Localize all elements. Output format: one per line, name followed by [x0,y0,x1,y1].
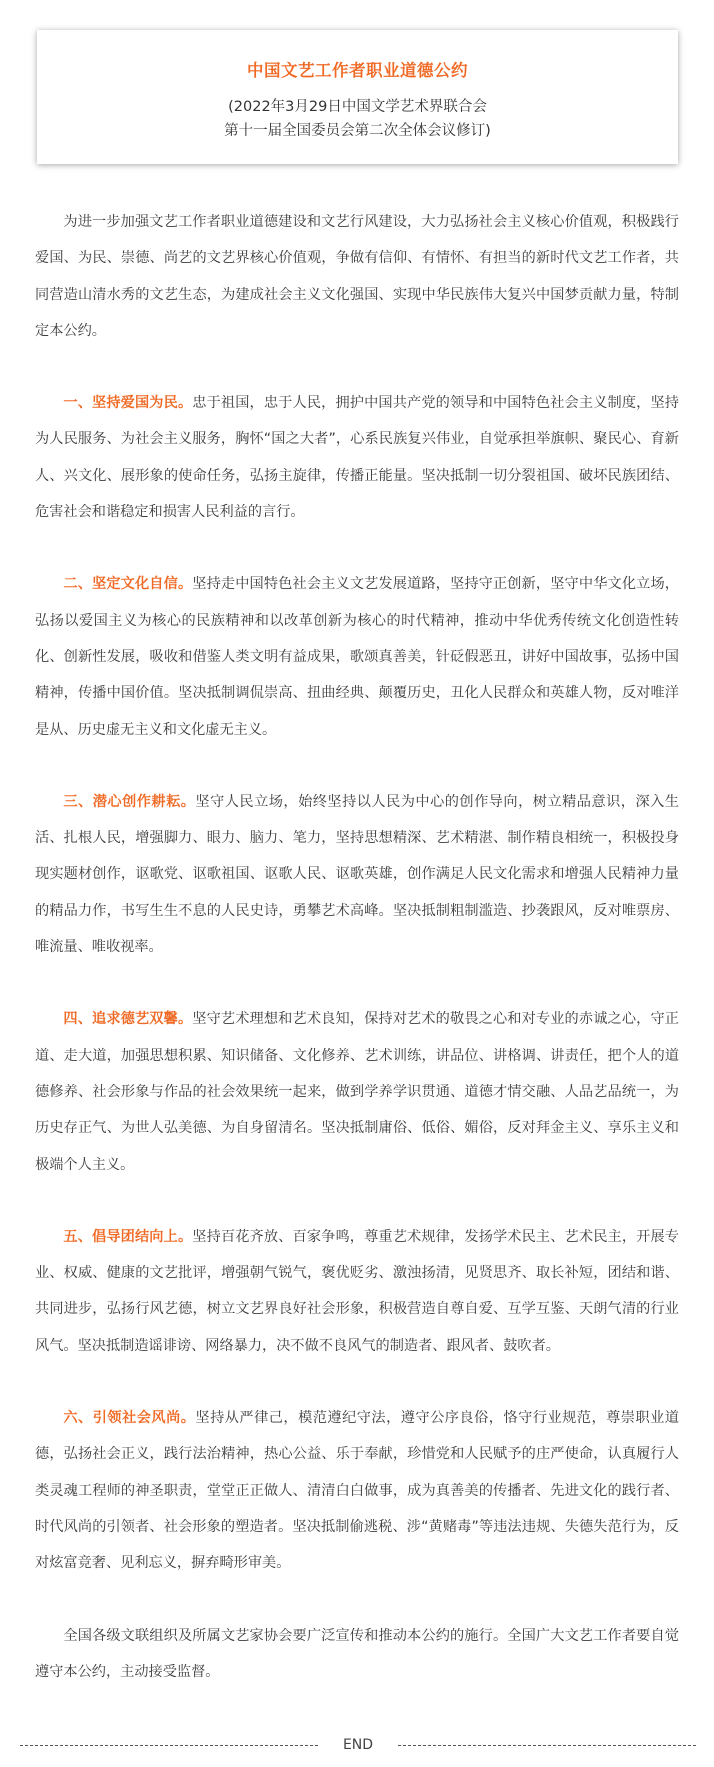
end-label: END [342,1737,374,1753]
section-3-heading: 三、潜心创作耕耘。 [63,793,196,810]
section-6-body: 坚持从严律己，模范遵纪守法，遵守公序良俗，恪守行业规范，尊崇职业道德，弘扬社会正义，践行法治精神，热心公益、乐于奉献，珍惜党和人民赋予的庄严使命，认真履行人类灵魂工程师的神圣职责，堂堂正正做人、清清白白做事，成为真善美的传播者、先进文化的践行者、时代风尚的引领者、社会形象的塑造者。坚决抵制偷逃税、涉“黄赌毒”等违法违规、失德失范行为，反对炫富竞奢、见利忘义，摒弃畸形审美。 [35,1410,679,1572]
section-1-heading: 一、坚持爱国为民。 [63,395,193,412]
section-2 [35,566,679,747]
document-subtitle [37,95,678,143]
section-2-heading: 二、坚定文化自信。 [63,576,193,593]
section-5-body: 坚持百花齐放、百家争鸣，尊重艺术规律，发扬学术民主、艺术民主，开展专业、权威、健康的文艺批评，增强朝气锐气，褒优贬劣、激浊扬清，见贤思齐、取长补短，团结和谐、共同进步，弘扬行风艺德，树立文艺界良好社会形象，积极营造自尊自爱、互学互鉴、天朗气清的行业风气。坚决抵制造谣诽谤、网络暴力，决不做不良风气的制造者、跟风者、鼓吹者。 [35,1228,679,1354]
divider-right-dash [398,1745,696,1746]
section-6 [35,1400,679,1581]
section-2-body: 坚持走中国特色社会主义文艺发展道路，坚持守正创新，坚守中华文化立场，弘扬以爱国主义为核心的民族精神和以改革创新为核心的时代精神，推动中华优秀传统文化创造性转化、创新性发展，吸收和借鉴人类文明有益成果，歌颂真善美，针砭假恶丑，讲好中国故事，弘扬中国精神，传播中国价值。坚决抵制调侃崇高、扭曲经典、颠覆历史，丑化人民群众和英雄人物，反对唯洋是从、历史虚无主义和文化虚无主义。 [35,576,679,738]
subtitle-line-2: 第十一届全国委员会第二次全体会议修订) [224,123,491,139]
section-1 [35,385,679,530]
intro-paragraph: 为进一步加强文艺工作者职业道德建设和文艺行风建设，大力弘扬社会主义核心价值观，积极践行爱国、为民、崇德、尚艺的文艺界核心价值观，争做有信仰、有情怀、有担当的新时代文艺工作者，共同营造山清水秀的文艺生态，为建成社会主义文化强国、实现中华民族伟大复兴中国梦贡献力量，特制定本公约。 [35,214,679,339]
section-3-body: 坚守人民立场，始终坚持以人民为中心的创作导向，树立精品意识，深入生活、扎根人民，增强脚力、眼力、脑力、笔力，坚持思想精深、艺术精湛、制作精良相统一，积极投身现实题材创作，讴歌党、讴歌祖国、讴歌人民、讴歌英雄，创作满足人民文化需求和增强人民精神力量的精品力作，书写生生不息的人民史诗，勇攀艺术高峰。坚决抵制粗制滥造、抄袭跟风，反对唯票房、唯流量、唯收视率。 [35,793,679,956]
closing-paragraph: 全国各级文联组织及所属文艺家协会要广泛宣传和推动本公约的施行。全国广大文艺工作者要自觉遵守本公约，主动接受监督。 [35,1627,679,1680]
document-body [35,204,679,1690]
section-4-heading: 四、追求德艺双馨。 [63,1011,193,1028]
section-4-body: 坚守艺术理想和艺术良知，保持对艺术的敬畏之心和对专业的赤诚之心，守正道、走大道，加强思想积累、知识储备、文化修养、艺术训练，讲品位、讲格调、讲责任，把个人的道德修养、社会形象与作品的社会效果统一起来，做到学养学识贯通、道德才情交融、人品艺品统一，为历史存正气、为世人弘美德、为自身留清名。坚决抵制庸俗、低俗、媚俗，反对拜金主义、享乐主义和极端个人主义。 [35,1011,679,1173]
section-6-heading: 六、引领社会风尚。 [63,1410,196,1427]
section-1-body: 忠于祖国，忠于人民，拥护中国共产党的领导和中国特色社会主义制度，坚持为人民服务、为社会主义服务，胸怀“国之大者”，心系民族复兴伟业，自觉承担举旗帜、聚民心、育新人、兴文化、展形象的使命任务，弘扬主旋律，传播正能量。坚决抵制一切分裂祖国、破坏民族团结、危害社会和谐稳定和损害人民利益的言行。 [35,395,679,521]
subtitle-line-1: (2022年3月29日中国文学艺术界联合会 [228,99,487,115]
section-5 [35,1219,679,1364]
end-divider [20,1735,696,1755]
section-3 [35,784,679,965]
header-card [37,30,678,164]
document-title: 中国文艺工作者职业道德公约 [247,61,468,80]
section-4 [35,1001,679,1182]
section-5-heading: 五、倡导团结向上。 [63,1228,193,1245]
